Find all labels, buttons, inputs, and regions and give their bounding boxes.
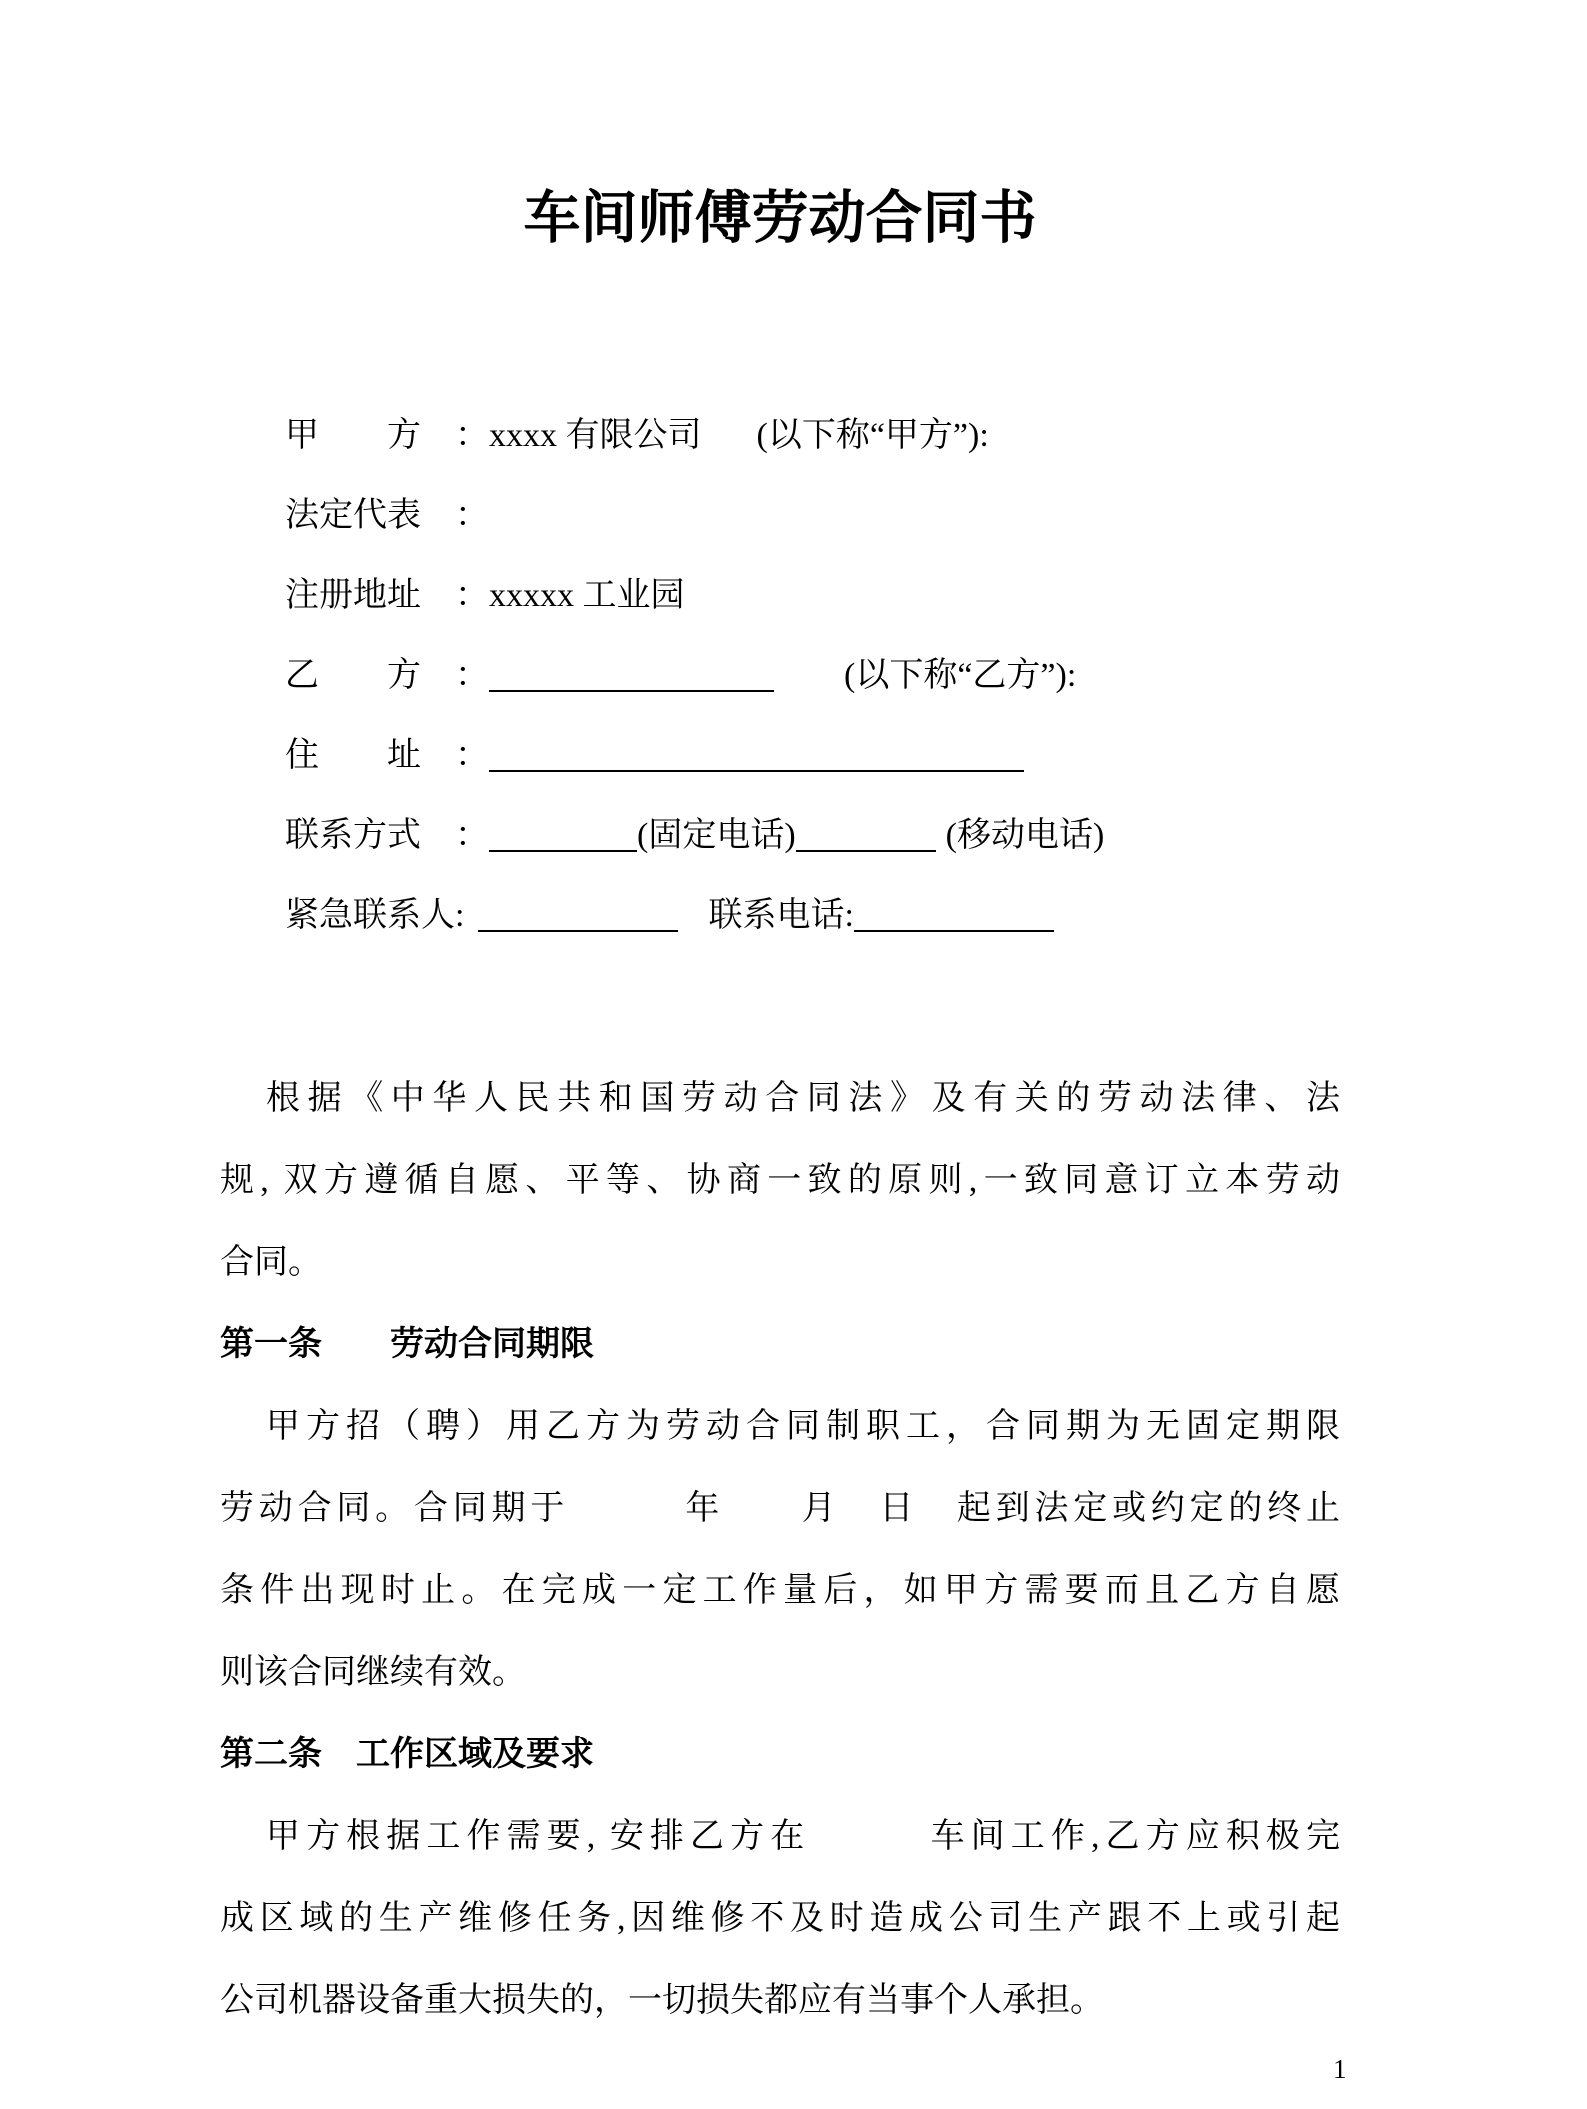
party-b-label: 乙 方 ： bbox=[285, 657, 489, 694]
reg-address-label: 注册地址 ： bbox=[285, 577, 489, 614]
row-reg-address bbox=[220, 556, 1340, 636]
contract-body bbox=[220, 1058, 1340, 2042]
row-address bbox=[220, 716, 1340, 796]
party-a-note: (以下称“甲方”): bbox=[756, 417, 989, 454]
emergency-contact-label: 紧急联系人: bbox=[285, 897, 465, 934]
row-party-a bbox=[220, 396, 1340, 476]
row-party-b bbox=[220, 636, 1340, 716]
row-contact bbox=[220, 796, 1340, 876]
page-number: 1 bbox=[1333, 2054, 1347, 2084]
contact-label: 联系方式 ： bbox=[285, 817, 489, 854]
article-2-heading: 第二条 工作区域及要求 bbox=[220, 1736, 594, 1773]
document-content bbox=[220, 0, 1340, 2042]
emergency-phone-fill-in-blank bbox=[854, 929, 1054, 932]
fixed-phone-fill-in-blank bbox=[489, 849, 637, 852]
emergency-phone-label: 联系电话: bbox=[708, 897, 854, 934]
article-1-line: 甲方招（聘）用乙方为劳动合同制职工，合同期为无固定期限 bbox=[266, 1408, 1340, 1445]
row-legal-rep bbox=[220, 476, 1340, 556]
mobile-phone-label: (移动电话) bbox=[945, 817, 1105, 854]
party-b-fill-in-blank bbox=[489, 689, 774, 692]
party-info-block bbox=[220, 396, 1340, 956]
preamble-line: 根据《中华人民共和国劳动合同法》及有关的劳动法律、法 bbox=[266, 1080, 1340, 1117]
address-fill-in-blank bbox=[489, 769, 1024, 772]
party-b-note: (以下称“乙方”): bbox=[844, 657, 1077, 694]
address-label: 住 址 ： bbox=[285, 737, 489, 774]
article-2-line: 成区域的生产维修任务,因维修不及时造成公司生产跟不上或引起 bbox=[220, 1900, 1340, 1937]
party-a-value: xxxx 有限公司 bbox=[489, 417, 702, 454]
article-1-line: 条件出现时止。在完成一定工作量后，如甲方需要而且乙方自愿 bbox=[220, 1572, 1340, 1609]
mobile-phone-fill-in-blank bbox=[796, 849, 936, 852]
party-a-label: 甲 方 ： bbox=[285, 417, 489, 454]
fixed-phone-label: (固定电话) bbox=[637, 817, 796, 854]
article-1-line: 则该合同继续有效。 bbox=[220, 1654, 526, 1691]
document-title: 车间师傅劳动合同书 bbox=[523, 187, 1037, 250]
article-1-heading: 第一条 劳动合同期限 bbox=[220, 1326, 594, 1363]
article-2-line: 甲方根据工作需要, 安排乙方在 车间工作,乙方应积极完 bbox=[266, 1818, 1340, 1855]
emergency-name-fill-in-blank bbox=[478, 929, 678, 932]
preamble-line: 规, 双方遵循自愿、平等、协商一致的原则,一致同意订立本劳动 bbox=[220, 1162, 1340, 1199]
article-2-line: 公司机器设备重大损失的，一切损失都应有当事个人承担。 bbox=[220, 1982, 1104, 2019]
preamble-line: 合同。 bbox=[220, 1244, 322, 1281]
legal-rep-label: 法定代表 ： bbox=[285, 497, 489, 534]
reg-address-value: xxxxx 工业园 bbox=[489, 577, 685, 614]
article-1-line: 劳动合同。合同期于 年 月 日 起到法定或约定的终止 bbox=[220, 1490, 1340, 1527]
row-emergency bbox=[220, 876, 1340, 956]
